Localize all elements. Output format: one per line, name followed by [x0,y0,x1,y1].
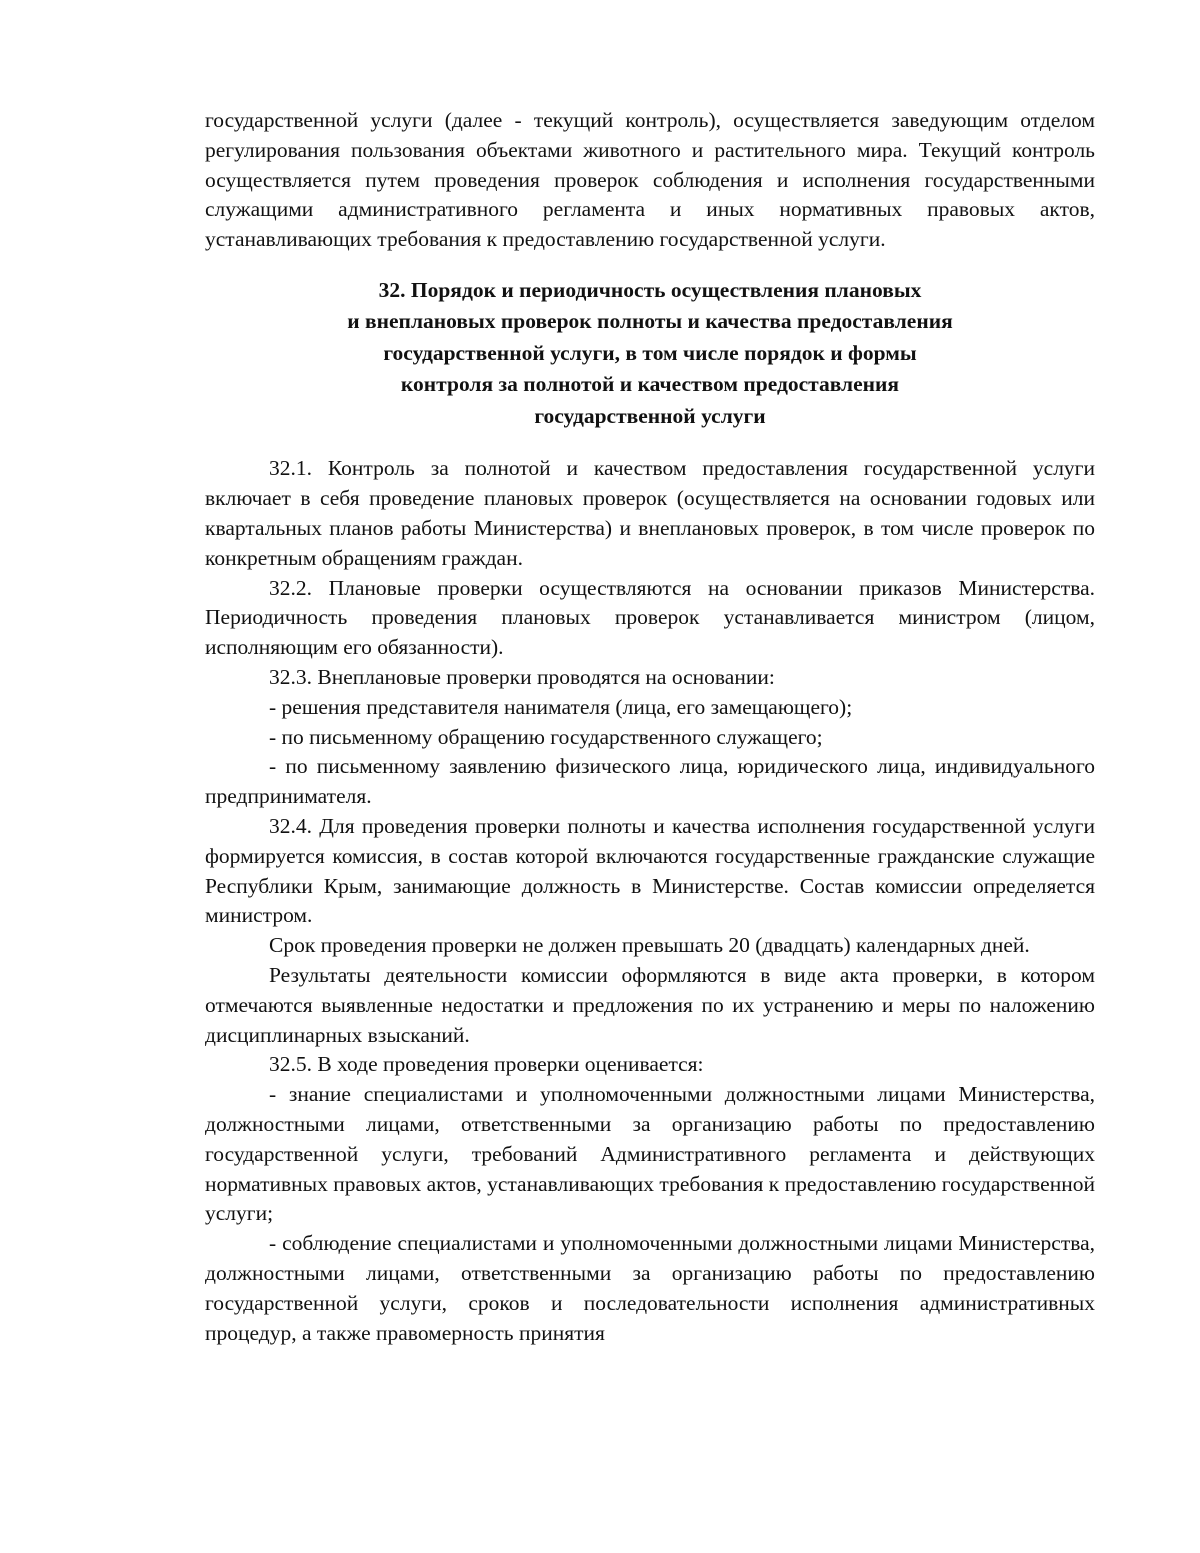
top-paragraph: государственной услуги (далее - текущий контроль), осуществляется заведующим отделом регулирования пользования объектами животного и растительного мира. Текущий контроль осуществляется путем проведения проверок соблюдения и исполнения государственными служащими административного регламента и иных нормативных правовых актов, устанавливающих требования к предоставлению государственной услуги. [205,108,1095,252]
paragraph-32-5: 32.5. В ходе проведения проверки оценивается: [269,1052,704,1077]
paragraph-results: Результаты деятельности комиссии оформляются в виде акта проверки, в котором отмечаются выявленные недостатки и предложения по их устранению и меры по наложению дисциплинарных взысканий. [205,963,1095,1047]
list-item: - соблюдение специалистами и уполномоченными должностными лицами Министерства, должностными лицами, ответственными за организацию работы по предоставлению государственной услуги, сроков и последовательности исполнения административных процедур, а также правомерность принятия [205,1231,1095,1345]
paragraph-32-3: 32.3. Внеплановые проверки проводятся на основании: [269,665,775,690]
paragraph-term: Срок проведения проверки не должен превышать 20 (двадцать) календарных дней. [269,933,1030,958]
list-item: - решения представителя нанимателя (лица, его замещающего); [269,694,853,719]
list-item: - знание специалистами и уполномоченными должностными лицами Министерства, должностными лицами, ответственными за организацию работы по предоставлению государственной услуги, требований Административного регламента и действующих нормативных правовых актов, устанавливающих требования к предоставлению государственной услуги; [205,1082,1095,1226]
heading-line: и внеплановых проверок полноты и качества предоставления [347,309,953,334]
heading-line: государственной услуги [534,403,766,428]
paragraph-32-1: 32.1. Контроль за полнотой и качеством предоставления государственной услуги включает в себя проведение плановых проверок (осуществляется на основании годовых или квартальных планов работы Министерства) и внеплановых проверок, в том числе проверок по конкретным обращениям граждан. [205,456,1095,570]
section-heading [205,275,1095,433]
list-item: - по письменному обращению государственного служащего; [269,724,823,749]
document-page [205,106,1095,1348]
heading-line: 32. Порядок и периодичность осуществления плановых [378,277,922,302]
heading-line: контроля за полнотой и качеством предоставления [400,372,900,397]
paragraph-32-2: 32.2. Плановые проверки осуществляются на основании приказов Министерства. Периодичность проведения плановых проверок устанавливается министром (лицом, исполняющим его обязанности). [205,575,1095,660]
paragraph-32-4: 32.4. Для проведения проверки полноты и качества исполнения государственной услуги формируется комиссия, в состав которой включаются государственные гражданские служащие Республики Крым, занимающие должность в Министерстве. Состав комиссии определяется министром. [205,814,1095,928]
heading-line: государственной услуги, в том числе порядок и формы [383,340,917,365]
list-item: - по письменному заявлению физического лица, юридического лица, индивидуального предпринимателя. [205,754,1095,809]
